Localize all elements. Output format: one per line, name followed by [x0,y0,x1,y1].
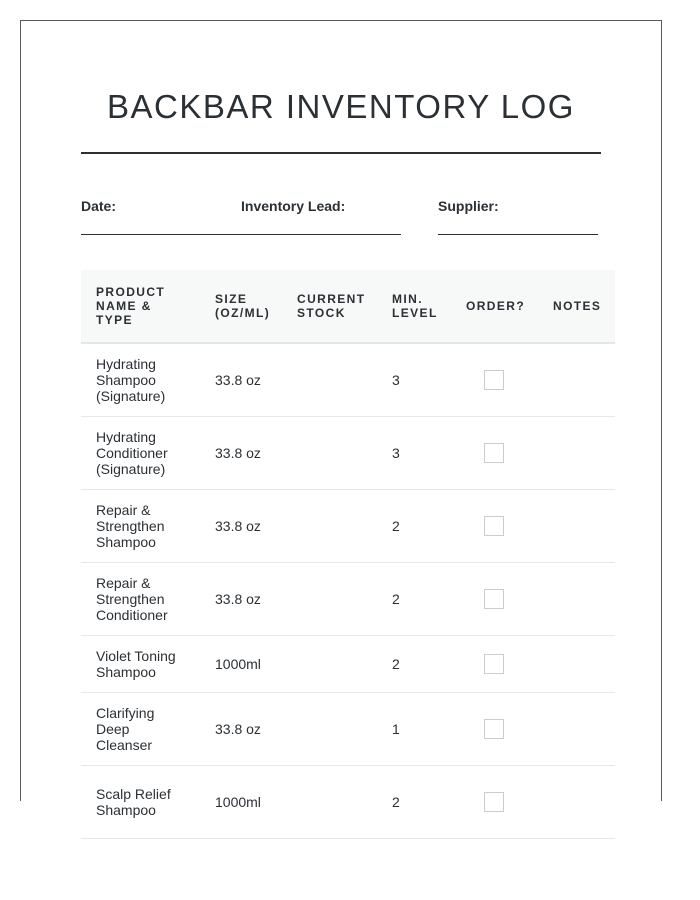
header-notes: NOTES [553,299,602,313]
size-cell [215,490,295,562]
min-level-cell [392,563,452,635]
min-level-cell-text: 2 [392,518,400,534]
header-order: ORDER? [466,299,526,313]
order-checkbox[interactable] [484,516,504,536]
min-level-cell [392,417,452,489]
product-name-cell-text: Scalp Relief Shampoo [96,786,171,818]
header-min-level: MIN. LEVEL [392,292,438,320]
order-checkbox[interactable] [484,443,504,463]
product-name-cell [96,417,206,489]
order-cell [484,766,504,838]
product-name-cell-text: Hydrating Conditioner (Signature) [96,429,168,477]
header-size: SIZE (OZ/ML) [215,292,271,320]
notes-cell[interactable] [553,344,613,416]
min-level-cell [392,344,452,416]
order-cell [484,693,504,765]
page-title: BACKBAR INVENTORY LOG [107,88,575,125]
inventory-lead-label: Inventory Lead: [241,198,346,214]
min-level-cell [392,490,452,562]
size-cell-text: 1000ml [215,656,261,672]
current-stock-cell[interactable] [297,766,387,838]
current-stock-cell[interactable] [297,344,387,416]
size-cell-text: 33.8 oz [215,518,261,534]
product-name-cell [96,490,206,562]
notes-cell[interactable] [553,766,613,838]
product-name-cell-text: Violet Toning Shampoo [96,648,176,680]
inventory-table [81,270,615,839]
notes-cell[interactable] [553,693,613,765]
product-name-cell [96,636,206,692]
table-row [81,563,615,636]
order-cell [484,417,504,489]
supplier-fill-line[interactable] [438,234,598,235]
notes-cell[interactable] [553,636,613,692]
size-cell-text: 33.8 oz [215,721,261,737]
min-level-cell-text: 1 [392,721,400,737]
size-cell [215,636,295,692]
title-divider [81,152,601,154]
size-cell [215,417,295,489]
current-stock-cell[interactable] [297,693,387,765]
table-row [81,693,615,766]
order-cell [484,563,504,635]
min-level-cell-text: 3 [392,372,400,388]
notes-cell[interactable] [553,490,613,562]
header-current-stock: CURRENT STOCK [297,292,366,320]
order-cell [484,636,504,692]
order-checkbox[interactable] [484,719,504,739]
size-cell [215,693,295,765]
date-label: Date: [81,198,117,214]
current-stock-cell[interactable] [297,636,387,692]
min-level-cell-text: 2 [392,794,400,810]
order-cell [484,490,504,562]
header-product: PRODUCT NAME & TYPE [96,285,166,327]
date-lead-fill-line[interactable] [81,234,401,235]
product-name-cell-text: Hydrating Shampoo (Signature) [96,356,166,404]
size-cell [215,344,295,416]
order-checkbox[interactable] [484,370,504,390]
supplier-label: Supplier: [438,198,499,214]
notes-cell[interactable] [553,417,613,489]
table-body [81,344,615,839]
current-stock-cell[interactable] [297,563,387,635]
table-row [81,490,615,563]
product-name-cell [96,766,206,838]
current-stock-cell[interactable] [297,417,387,489]
min-level-cell [392,636,452,692]
size-cell [215,563,295,635]
min-level-cell [392,693,452,765]
product-name-cell [96,563,206,635]
size-cell-text: 33.8 oz [215,445,261,461]
product-name-cell-text: Clarifying Deep Cleanser [96,705,155,753]
table-header [81,270,615,344]
order-checkbox[interactable] [484,792,504,812]
order-checkbox[interactable] [484,654,504,674]
size-cell-text: 33.8 oz [215,591,261,607]
order-cell [484,344,504,416]
min-level-cell-text: 3 [392,445,400,461]
size-cell-text: 33.8 oz [215,372,261,388]
table-row [81,344,615,417]
product-name-cell [96,344,206,416]
table-row [81,766,615,839]
min-level-cell-text: 2 [392,656,400,672]
product-name-cell-text: Repair & Strengthen Shampoo [96,502,165,550]
product-name-cell-text: Repair & Strengthen Conditioner [96,575,168,623]
size-cell [215,766,295,838]
table-row [81,636,615,693]
table-row [81,417,615,490]
size-cell-text: 1000ml [215,794,261,810]
min-level-cell [392,766,452,838]
min-level-cell-text: 2 [392,591,400,607]
inventory-sheet [20,20,662,818]
order-checkbox[interactable] [484,589,504,609]
notes-cell[interactable] [553,563,613,635]
current-stock-cell[interactable] [297,490,387,562]
product-name-cell [96,693,206,765]
